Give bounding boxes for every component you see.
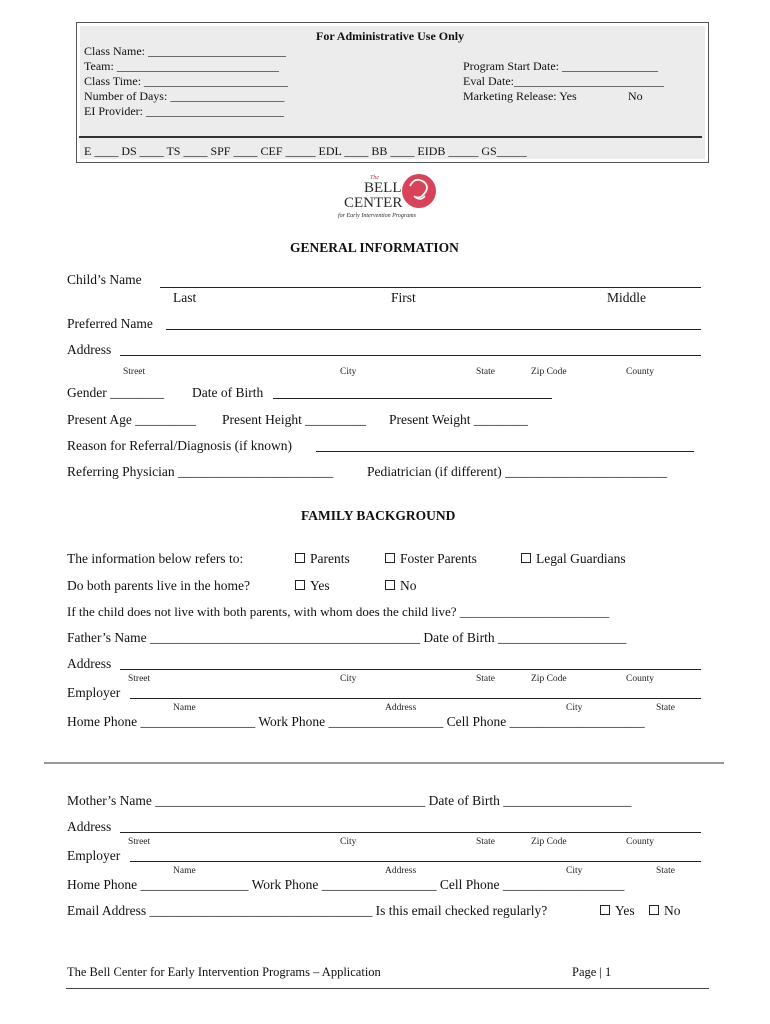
last-name-caption: Last [173,290,197,305]
pediatrician-field[interactable]: Pediatrician (if different) ________________________ [367,464,668,479]
present-age-field[interactable]: Present Age _________ [67,412,196,427]
mother-address-input[interactable] [120,832,701,833]
child-name-label: Child’s Name [67,272,142,287]
father-employer-name-caption: Name [173,703,196,713]
team-field[interactable]: Team: ___________________________ [84,59,279,73]
address-input[interactable] [120,355,701,356]
father-county-caption: County [626,674,654,684]
logo-name-line1: BELL [364,180,402,196]
first-name-caption: First [391,290,416,305]
marketing-release-no[interactable]: No [628,89,643,103]
mother-employer-state-caption: State [656,866,675,876]
legal-guardians-option[interactable] [521,551,626,567]
logo-tagline: for Early Intervention Programs [338,213,416,219]
child-name-input[interactable] [160,287,701,288]
email-address-field[interactable]: Email Address _________________________________ Is this email checked regularly? [67,903,548,918]
mother-employer-address-caption: Address [385,866,417,876]
mother-zip-caption: Zip Code [531,837,567,847]
number-of-days-field[interactable]: Number of Days: ___________________ [84,89,285,103]
present-height-field[interactable]: Present Height _________ [222,412,366,427]
street-caption: Street [123,367,146,377]
mother-employer-label: Employer [67,848,121,863]
logo-name-line2: CENTER [344,195,403,211]
mother-name-dob-field[interactable]: Mother’s Name ________________________________________ Date of Birth ___________________ [67,793,632,808]
father-employer-state-caption: State [656,703,675,713]
mother-address-label: Address [67,819,112,834]
email-checked-no[interactable] [649,903,681,919]
father-name-dob-field[interactable]: Father’s Name ________________________________________ Date of Birth ___________________ [67,630,627,645]
admin-separator [79,136,702,138]
county-caption: County [626,367,654,377]
email-no-checkbox[interactable] [649,905,659,915]
referral-reason-input[interactable] [316,451,694,452]
mother-city-caption: City [340,837,357,847]
eval-date-field[interactable]: Eval Date:_________________________ [463,74,664,88]
father-city-caption: City [340,674,357,684]
mother-county-caption: County [626,837,654,847]
foster-parents-checkbox[interactable] [385,553,395,563]
mother-street-caption: Street [128,837,151,847]
lives-with-field[interactable]: If the child does not live with both parents, with whom does the child live? _______________________ [67,604,610,619]
section-divider [44,762,724,764]
email-yes-label: Yes [615,903,635,918]
middle-name-caption: Middle [607,290,646,305]
both-parents-no[interactable] [385,578,417,594]
city-caption: City [340,367,357,377]
mother-employer-city-caption: City [566,866,583,876]
both-parents-no-label: No [400,578,417,593]
refers-to-label: The information below refers to: [67,551,244,566]
referral-reason-label: Reason for Referral/Diagnosis (if known) [67,438,292,453]
bell-center-logo [334,170,444,225]
both-parents-no-checkbox[interactable] [385,580,395,590]
preferred-name-input[interactable] [166,329,701,330]
both-parents-yes-label: Yes [310,578,330,593]
bell-center-logo-graphic [334,170,444,225]
preferred-name-label: Preferred Name [67,316,153,331]
email-checked-yes[interactable] [600,903,635,919]
parents-option[interactable] [295,551,350,567]
general-information-heading: GENERAL INFORMATION [290,240,459,255]
date-of-birth-input[interactable] [273,398,552,399]
footer-title: The Bell Center for Early Intervention Programs – Application [67,965,381,979]
foster-parents-option[interactable] [385,551,477,567]
mother-phones-field[interactable]: Home Phone ________________ Work Phone _________________ Cell Phone __________________ [67,877,625,892]
zip-code-caption: Zip Code [531,367,567,377]
date-of-birth-label: Date of Birth [192,385,264,400]
father-employer-input[interactable] [130,698,701,699]
email-no-label: No [664,903,681,918]
class-name-field[interactable]: Class Name: _______________________ [84,44,286,58]
logo-the: The [370,175,379,181]
father-address-input[interactable] [120,669,701,670]
foster-parents-label: Foster Parents [400,551,477,566]
both-parents-yes[interactable] [295,578,330,594]
father-street-caption: Street [128,674,151,684]
father-employer-address-caption: Address [385,703,417,713]
family-background-heading: FAMILY BACKGROUND [301,508,456,523]
father-zip-caption: Zip Code [531,674,567,684]
state-caption: State [476,367,495,377]
marketing-release-yes[interactable]: Marketing Release: Yes [463,89,577,103]
admin-title: For Administrative Use Only [316,29,465,43]
referring-physician-field[interactable]: Referring Physician _______________________ [67,464,334,479]
father-state-caption: State [476,674,495,684]
program-codes-field[interactable]: E ____ DS ____ TS ____ SPF ____ CEF _____ EDL ____ BB ____ EIDB _____ GS_____ [84,144,527,158]
gender-field[interactable]: Gender ________ [67,385,165,400]
parents-checkbox[interactable] [295,553,305,563]
father-employer-city-caption: City [566,703,583,713]
parents-label: Parents [310,551,350,566]
present-weight-field[interactable]: Present Weight ________ [389,412,528,427]
legal-guardians-checkbox[interactable] [521,553,531,563]
footer-rule [66,988,709,989]
father-phones-field[interactable]: Home Phone _________________ Work Phone _________________ Cell Phone ____________________ [67,714,645,729]
both-parents-label: Do both parents live in the home? [67,578,250,593]
email-yes-checkbox[interactable] [600,905,610,915]
legal-guardians-label: Legal Guardians [536,551,626,566]
page-number: Page | 1 [572,965,612,979]
address-label: Address [67,342,112,357]
mother-employer-name-caption: Name [173,866,196,876]
mother-employer-input[interactable] [130,861,701,862]
ei-provider-field[interactable]: EI Provider: _______________________ [84,104,284,118]
father-address-label: Address [67,656,112,671]
mother-state-caption: State [476,837,495,847]
class-time-field[interactable]: Class Time: ________________________ [84,74,289,88]
both-parents-yes-checkbox[interactable] [295,580,305,590]
program-start-date-field[interactable]: Program Start Date: ________________ [463,59,658,73]
father-employer-label: Employer [67,685,121,700]
